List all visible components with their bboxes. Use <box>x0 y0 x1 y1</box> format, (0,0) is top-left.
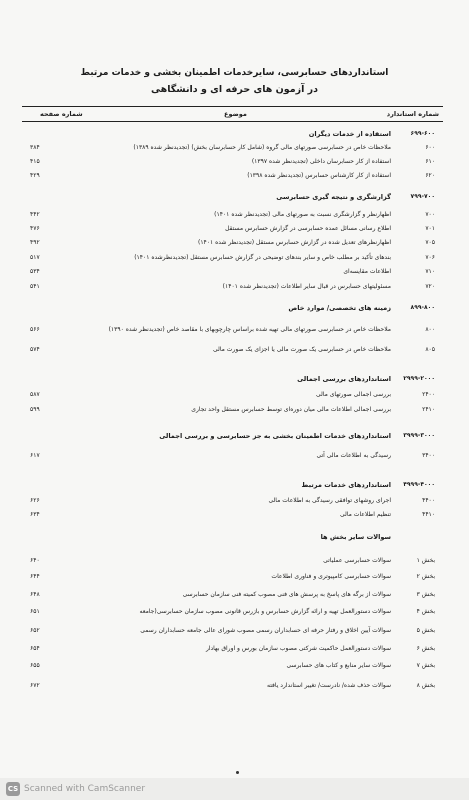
section-row <box>0 303 469 317</box>
standard-number: ۳۴۰۰ <box>422 452 435 459</box>
standard-number: بخش ۵ <box>416 627 435 634</box>
topic-text: سوالات حسابرسی عملیاتی <box>323 557 391 564</box>
standard-number: ۳۹۹۹-۳۰۰۰ <box>403 432 435 439</box>
standard-number: بخش ۱ <box>416 557 435 564</box>
topic-text: استانداردهای خدمات اطمینان بخشی به جز حسابرسی و بررسی اجمالی <box>159 432 391 440</box>
topic-text: بندهای تأکید بر مطلب خاص و سایر بندهای توضیحی در گزارش حسابرس مستقل (تجدیدنظرشده ۱۴۰۱) <box>134 254 391 261</box>
topic-text: گزارشگری و نتیجه گیری حسابرسی <box>276 193 391 201</box>
toc-row <box>0 224 469 238</box>
topic-text: سوالات از برگه های پاسخ به پرسش های فنی مصوب کمیته فنی سازمان حسابرسی <box>182 591 391 598</box>
standard-number: ۶۰۰ <box>425 144 435 151</box>
section-row <box>0 532 469 546</box>
section-row <box>0 480 469 494</box>
camscanner-logo-icon: CS <box>6 782 20 796</box>
topic-text: اطلاع رسانی مسائل عمده حسابرسی در گزارش حسابرس مستقل <box>225 225 391 232</box>
toc-row <box>0 405 469 419</box>
page-number: ۴۹۲ <box>30 239 40 246</box>
topic-text: سوالات حسابرسی کامپیوتری و فناوری اطلاعات <box>271 573 391 580</box>
topic-text: استفاده از کار حسابرسان داخلی (تجدیدنظر شده ۱۳۹۷) <box>251 158 391 165</box>
standard-number: بخش ۷ <box>416 662 435 669</box>
page-number: ۶۴۴ <box>30 573 40 580</box>
page-number: ۶۵۴ <box>30 645 40 652</box>
standard-number: بخش ۳ <box>416 591 435 598</box>
toc-row <box>0 325 469 339</box>
topic-text: مسئولیتهای حسابرس در قبال سایر اطلاعات (تجدیدنظر شده ۱۴۰۱) <box>222 283 391 290</box>
standard-number: ۴۹۹۹-۴۰۰۰ <box>403 481 435 488</box>
section-row <box>0 129 469 143</box>
standard-number: ۸۹۹-۸۰۰ <box>410 304 435 311</box>
standard-number: ۶۹۹-۶۰۰ <box>410 130 435 137</box>
toc-row <box>0 644 469 658</box>
standard-number: ۸۰۰ <box>425 326 435 333</box>
page-number: ۵۷۴ <box>30 346 40 353</box>
topic-text: سوالات سایر منابع و کتاب های حسابرسی <box>286 662 391 669</box>
header-standard-no: شماره استاندارد <box>386 110 439 118</box>
header-page-no: شماره صفحه <box>40 110 83 118</box>
page-number: ۳۸۴ <box>30 144 40 151</box>
page-number: ۶۵۵ <box>30 662 40 669</box>
toc-row <box>0 607 469 621</box>
topic-text: سوالات سایر بخش ها <box>320 533 391 541</box>
page-number: ۶۷۲ <box>30 682 40 689</box>
toc-row <box>0 253 469 267</box>
section-row <box>0 431 469 445</box>
toc-row <box>0 496 469 510</box>
toc-row <box>0 510 469 524</box>
topic-text: استانداردهای بررسی اجمالی <box>297 375 391 383</box>
topic-text: تنظیم اطلاعات مالی <box>340 511 391 518</box>
toc-row <box>0 626 469 640</box>
toc-row <box>0 451 469 465</box>
page-number: ۴۱۵ <box>30 158 40 165</box>
standard-number: بخش ۲ <box>416 573 435 580</box>
page-dot <box>236 771 239 774</box>
header-bottom-rule <box>22 121 443 122</box>
topic-text: سوالات دستورالعمل تهیه و ارائه گزارش حسابرس و بازرس قانونی مصوب سازمان حسابرسی(جامعه <box>139 608 391 615</box>
page-number: ۵۹۹ <box>30 406 40 413</box>
scanner-footer-text: Scanned with CamScanner <box>24 784 146 794</box>
toc-row <box>0 282 469 296</box>
page-number: ۵۴۱ <box>30 283 40 290</box>
standard-number: ۴۴۱۰ <box>422 511 435 518</box>
topic-text: ملاحظات خاص در حسابرسی صورتهای مالی تهیه شده براساس چارچوبهای با مقاصد خاص (تجدیدنظر شده ۱۳۹۰) <box>108 326 391 333</box>
topic-text: بررسی اجمالی صورتهای مالی <box>315 391 391 398</box>
standard-number: ۷۰۵ <box>425 239 435 246</box>
toc-row <box>0 681 469 695</box>
page-number: ۵۶۶ <box>30 326 40 333</box>
standard-number: ۲۹۹۹-۲۰۰۰ <box>403 375 435 382</box>
topic-text: اظهارنظرهای تعدیل شده در گزارش حسابرس مستقل (تجدیدنظر شده ۱۴۰۱) <box>197 239 391 246</box>
topic-text: رسیدگی به اطلاعات مالی آتی <box>316 452 391 459</box>
page-number: ۵۳۴ <box>30 268 40 275</box>
page-number: ۶۳۴ <box>30 511 40 518</box>
toc-row <box>0 210 469 224</box>
page-number: ۶۵۲ <box>30 627 40 634</box>
page-number: ۴۴۲ <box>30 211 40 218</box>
standard-number: ۸۰۵ <box>425 346 435 353</box>
standard-number: ۲۴۱۰ <box>422 406 435 413</box>
page-number: ۶۱۷ <box>30 452 40 459</box>
standard-number: ۷۰۶ <box>425 254 435 261</box>
topic-text: استفاده از خدمات دیگران <box>308 130 391 138</box>
page-number: ۵۱۷ <box>30 254 40 261</box>
standard-number: ۲۴۰۰ <box>422 391 435 398</box>
scanner-footer <box>0 778 469 800</box>
topic-text: اطلاعات مقایسه‌ای <box>343 268 391 275</box>
page-number: ۶۴۰ <box>30 557 40 564</box>
section-row <box>0 374 469 388</box>
topic-text: ملاحظات خاص در حسابرسی یک صورت مالی یا اجزای یک صورت مالی <box>213 346 391 353</box>
toc-row <box>0 171 469 185</box>
topic-text: سوالات دستورالعمل حاکمیت شرکتی مصوب سازمان بورس و اوراق بهادار <box>205 645 391 652</box>
standard-number: ۶۱۰ <box>425 158 435 165</box>
topic-text: سوالات آیین اخلاق و رفتار حرفه ای حسابداران رسمی مصوب شورای عالی جامعه حسابداران رسمی <box>140 627 391 634</box>
standard-number: ۷۹۹-۷۰۰ <box>410 193 435 200</box>
topic-text: اجرای روشهای توافقی رسیدگی به اطلاعات مالی <box>268 497 391 504</box>
header-top-rule <box>22 106 443 107</box>
page-number: ۶۲۶ <box>30 497 40 504</box>
topic-text: بررسی اجمالی اطلاعات مالی میان دوره‌ای توسط حسابرس مستقل واحد تجاری <box>191 406 391 413</box>
toc-row <box>0 143 469 157</box>
standard-number: ۷۰۱ <box>425 225 435 232</box>
toc-row <box>0 661 469 675</box>
toc-row <box>0 267 469 281</box>
page-number: ۴۲۹ <box>30 172 40 179</box>
toc-row <box>0 345 469 359</box>
section-row <box>0 192 469 206</box>
toc-row <box>0 590 469 604</box>
toc-row <box>0 572 469 586</box>
toc-row <box>0 556 469 570</box>
topic-text: اظهارنظر و گزارشگری نسبت به صورتهای مالی (تجدیدنظر شده ۱۴۰۱) <box>214 211 391 218</box>
standard-number: ۷۰۰ <box>425 211 435 218</box>
topic-text: سوالات حذف شده/ نادرست/ تغییر استاندارد یافته <box>266 682 391 689</box>
page-number: ۶۴۸ <box>30 591 40 598</box>
topic-text: استانداردهای خدمات مرتبط <box>301 481 391 489</box>
page-number: ۵۸۷ <box>30 391 40 398</box>
standard-number: ۷۱۰ <box>425 268 435 275</box>
standard-number: بخش ۸ <box>416 682 435 689</box>
toc-row <box>0 238 469 252</box>
header-topic: موضوع <box>224 110 247 118</box>
page-title: استانداردهای حسابرسی، سایرخدمات اطمینان بخشی و خدمات مرتبط <box>80 68 389 78</box>
toc-row <box>0 390 469 404</box>
standard-number: ۷۲۰ <box>425 283 435 290</box>
standard-number: بخش ۴ <box>416 608 435 615</box>
toc-row <box>0 157 469 171</box>
page-number: ۶۵۱ <box>30 608 40 615</box>
page-subtitle: در آزمون های حرفه ای و دانشگاهی <box>151 84 318 95</box>
standard-number: بخش ۶ <box>416 645 435 652</box>
topic-text: ملاحظات خاص در حسابرسی صورتهای مالی گروه (شامل کار حسابرسان بخش) (تجدیدنظر شده ۱۳۸۹) <box>133 144 391 151</box>
standard-number: ۴۴۰۰ <box>422 497 435 504</box>
topic-text: استفاده از کار کارشناس حسابرس (تجدیدنظر شده ۱۳۹۸) <box>247 172 391 179</box>
standard-number: ۶۲۰ <box>425 172 435 179</box>
topic-text: زمینه های تخصصی/ موارد خاص <box>288 304 391 312</box>
page-number: ۴۷۶ <box>30 225 40 232</box>
